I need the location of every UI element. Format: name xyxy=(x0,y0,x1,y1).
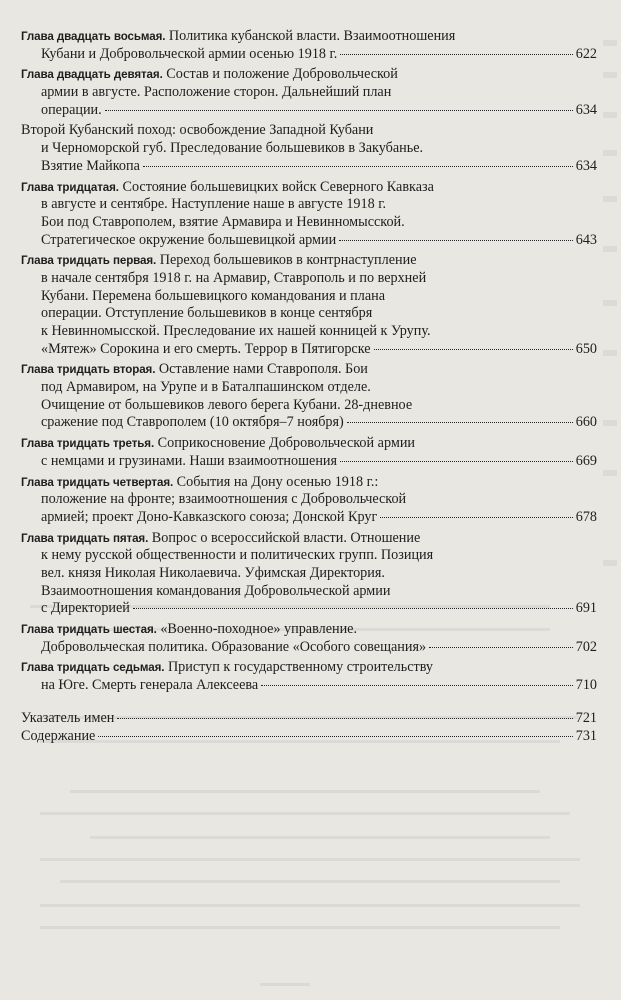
toc-line xyxy=(21,710,597,728)
toc-line xyxy=(21,453,597,471)
toc-line xyxy=(21,379,597,397)
toc-text xyxy=(41,323,431,339)
toc-text xyxy=(41,583,390,599)
dot-leader xyxy=(340,461,573,462)
toc-entry[interactable] xyxy=(21,659,597,694)
toc-line-text: Состав и положение Добровольческой xyxy=(166,66,398,83)
dot-leader xyxy=(143,166,573,167)
toc-text xyxy=(41,639,426,657)
toc-text xyxy=(41,214,405,230)
toc-text xyxy=(41,397,412,413)
dot-leader xyxy=(339,240,573,241)
toc-line-text: операции. Отступление большевиков в конце сентября xyxy=(41,305,373,322)
toc-line xyxy=(21,435,597,453)
toc-line-text: в начале сентября 1918 г. на Армавир, Ставрополь и по верхней xyxy=(41,269,427,286)
toc-line-text: Переход большевиков в контрнаступление xyxy=(159,252,417,269)
toc-text xyxy=(41,453,337,471)
toc-line xyxy=(21,323,597,341)
toc-text xyxy=(41,140,423,156)
dot-leader xyxy=(380,517,572,518)
toc-line xyxy=(21,414,597,432)
dot-leader xyxy=(133,608,573,609)
toc-line-text: и Черноморской губ. Преследование большевиков в Закубанье. xyxy=(41,140,424,157)
toc-line xyxy=(21,565,597,583)
toc-line-text: Состояние большевицких войск Северного Кавказа xyxy=(122,178,434,195)
dot-leader xyxy=(374,349,573,350)
toc-line-text: операции. xyxy=(41,101,102,118)
toc-line-text: Бои под Ставрополем, взятие Армавира и Невинномысской. xyxy=(41,213,405,230)
toc-line-text: вел. князя Николая Николаевича. Уфимская Директория. xyxy=(41,564,385,581)
toc-line-text: Кубани и Добровольческой армии осенью 1918 г. xyxy=(41,45,338,62)
page-number: 622 xyxy=(575,45,597,62)
toc-text xyxy=(41,158,140,176)
toc-line-text: Политика кубанской власти. Взаимоотношения xyxy=(168,28,456,44)
chapter-label: Глава двадцать девятая. xyxy=(21,68,163,82)
toc-line xyxy=(21,600,597,618)
toc-line-text: с немцами и грузинами. Наши взаимоотношения xyxy=(41,452,338,469)
toc-entry[interactable] xyxy=(21,122,597,175)
toc-text xyxy=(21,361,368,377)
toc-line-text: Вопрос о всероссийской власти. Отношение xyxy=(151,529,421,546)
toc-text xyxy=(21,435,415,451)
toc-text: Указатель имен xyxy=(21,709,115,726)
toc-line xyxy=(21,530,597,548)
page-number: 669 xyxy=(575,452,597,469)
toc-line xyxy=(21,66,597,84)
section-spacer xyxy=(21,698,597,710)
toc-line-text: Стратегическое окружение большевицкой армии xyxy=(41,231,337,248)
toc-text xyxy=(41,677,258,695)
toc-entry[interactable] xyxy=(21,361,597,432)
toc-line xyxy=(21,491,597,509)
toc-line xyxy=(21,397,597,415)
dot-leader xyxy=(340,54,572,55)
toc-line-text: «Военно-походное» управление. xyxy=(160,621,358,637)
dot-leader xyxy=(117,718,572,719)
toc-line-text: Взаимоотношения командования Добровольческой армии xyxy=(41,582,391,599)
chapter-label: Глава тридцатая. xyxy=(21,180,119,194)
toc-text xyxy=(41,379,371,395)
toc-line-text: Оставление нами Ставрополя. Бои xyxy=(158,361,368,378)
toc-text xyxy=(21,474,378,490)
toc-line-text: на Юге. Смерть генерала Алексеева xyxy=(41,677,259,694)
chapter-label: Глава тридцать первая. xyxy=(21,254,157,268)
page-number: 710 xyxy=(575,677,597,694)
toc-line-text: армией; проект Доно-Кавказского союза; Донской Круг xyxy=(41,508,378,525)
toc-text xyxy=(21,28,455,44)
toc-line-text: к Невинномысской. Преследование их нашей конницей к Урупу. xyxy=(41,323,431,339)
toc-line xyxy=(21,677,597,695)
page-number: 643 xyxy=(575,231,597,248)
toc-entry[interactable] xyxy=(21,530,597,618)
toc-line xyxy=(21,509,597,527)
dot-leader xyxy=(98,736,572,737)
toc-line xyxy=(21,270,597,288)
toc-line xyxy=(21,621,597,639)
toc-entry-back-matter[interactable] xyxy=(21,728,597,746)
toc-line xyxy=(21,140,597,158)
toc-text xyxy=(21,179,434,195)
toc-line-text: Приступ к государственному строительству xyxy=(167,659,434,676)
dot-leader xyxy=(429,647,573,648)
toc-line-text: Соприкосновение Добровольческой армии xyxy=(157,435,416,452)
toc-line-text: с Директорией xyxy=(41,600,130,617)
toc-text xyxy=(21,621,357,637)
page-number: 691 xyxy=(575,600,597,617)
toc-line-text: сражение под Ставрополем (10 октября–7 ноября) xyxy=(41,414,344,431)
toc-line xyxy=(21,158,597,176)
toc-line xyxy=(21,288,597,306)
toc-text xyxy=(41,491,406,507)
chapter-label: Глава двадцать восьмая. xyxy=(21,30,166,43)
toc-line xyxy=(21,46,597,64)
page-number: 634 xyxy=(575,101,597,118)
toc-text xyxy=(41,600,130,618)
toc-text xyxy=(41,547,433,563)
toc-text xyxy=(21,659,433,675)
toc-line xyxy=(21,728,597,746)
toc-entry[interactable] xyxy=(21,474,597,527)
toc-text xyxy=(21,66,398,82)
toc-entry[interactable] xyxy=(21,621,597,656)
toc-text xyxy=(41,341,371,359)
toc-line-text: Добровольческая политика. Образование «Особого совещания» xyxy=(41,638,427,655)
page-number: 721 xyxy=(575,709,597,726)
toc-text xyxy=(21,252,417,268)
toc-line-text: армии в августе. Расположение сторон. Дальнейший план xyxy=(41,84,392,101)
page-number: 650 xyxy=(575,340,597,357)
toc-line xyxy=(21,639,597,657)
toc-line xyxy=(21,547,597,565)
toc-line-text: Взятие Майкопа xyxy=(41,157,140,174)
toc-text: Содержание xyxy=(21,728,96,745)
chapter-label: Глава тридцать третья. xyxy=(21,437,155,451)
toc-line xyxy=(21,583,597,601)
dot-leader xyxy=(261,685,573,686)
table-of-contents xyxy=(21,28,597,747)
toc-line-text: в августе и сентябре. Наступление наше в августе 1918 г. xyxy=(41,196,387,213)
toc-line-text: к нему русской общественности и политических групп. Позиция xyxy=(41,547,434,564)
toc-text xyxy=(41,565,385,581)
page-number: 660 xyxy=(575,414,597,431)
toc-line-text: Кубани. Перемена большевицкого командования и плана xyxy=(41,287,386,304)
chapter-label: Глава тридцать вторая. xyxy=(21,363,156,377)
toc-text xyxy=(41,509,377,527)
page-number: 678 xyxy=(575,508,597,525)
toc-line xyxy=(21,196,597,214)
toc-text xyxy=(41,196,386,212)
toc-line xyxy=(21,305,597,323)
dot-leader xyxy=(105,110,573,111)
toc-line-text: положение на фронте; взаимоотношения с Добровольческой xyxy=(41,491,407,508)
dot-leader xyxy=(347,422,573,423)
toc-text xyxy=(41,232,336,250)
toc-text xyxy=(41,414,344,432)
page-number: 702 xyxy=(575,638,597,655)
toc-line xyxy=(21,84,597,102)
toc-line xyxy=(21,252,597,270)
toc-text xyxy=(41,305,372,321)
toc-line-text: под Армавиром, на Урупе и в Баталпашинском отделе. xyxy=(41,379,371,396)
toc-line-text: «Мятеж» Сорокина и его смерть. Террор в Пятигорске xyxy=(41,340,371,357)
chapter-label: Глава тридцать седьмая. xyxy=(21,661,165,675)
toc-line xyxy=(21,214,597,232)
page-number: 731 xyxy=(575,728,597,745)
toc-text xyxy=(41,84,391,100)
toc-line xyxy=(21,659,597,677)
toc-line-text: События на Дону осенью 1918 г.: xyxy=(176,473,379,490)
toc-entry-back-matter[interactable] xyxy=(21,710,597,728)
toc-line xyxy=(21,361,597,379)
toc-text xyxy=(41,288,385,304)
toc-entry[interactable] xyxy=(21,28,597,63)
toc-line xyxy=(21,341,597,359)
toc-line xyxy=(21,102,597,120)
chapter-label: Глава тридцать шестая. xyxy=(21,623,157,636)
toc-entry[interactable] xyxy=(21,66,597,119)
toc-line xyxy=(21,122,597,140)
toc-text xyxy=(41,270,426,286)
toc-text xyxy=(21,122,373,138)
toc-line-text: Второй Кубанский поход: освобождение Западной Кубани xyxy=(21,122,374,139)
toc-text xyxy=(21,530,420,546)
toc-entry[interactable] xyxy=(21,252,597,358)
chapter-label: Глава тридцать четвертая. xyxy=(21,475,174,489)
toc-text xyxy=(41,46,337,64)
toc-line xyxy=(21,179,597,197)
toc-line xyxy=(21,28,597,46)
page-number: 634 xyxy=(575,157,597,174)
toc-line xyxy=(21,232,597,250)
toc-text xyxy=(41,102,102,120)
toc-entry[interactable] xyxy=(21,435,597,470)
toc-entry[interactable] xyxy=(21,179,597,250)
toc-line xyxy=(21,474,597,492)
toc-line-text: Очищение от большевиков левого берега Кубани. 28-дневное xyxy=(41,396,413,413)
chapter-label: Глава тридцать пятая. xyxy=(21,531,149,545)
